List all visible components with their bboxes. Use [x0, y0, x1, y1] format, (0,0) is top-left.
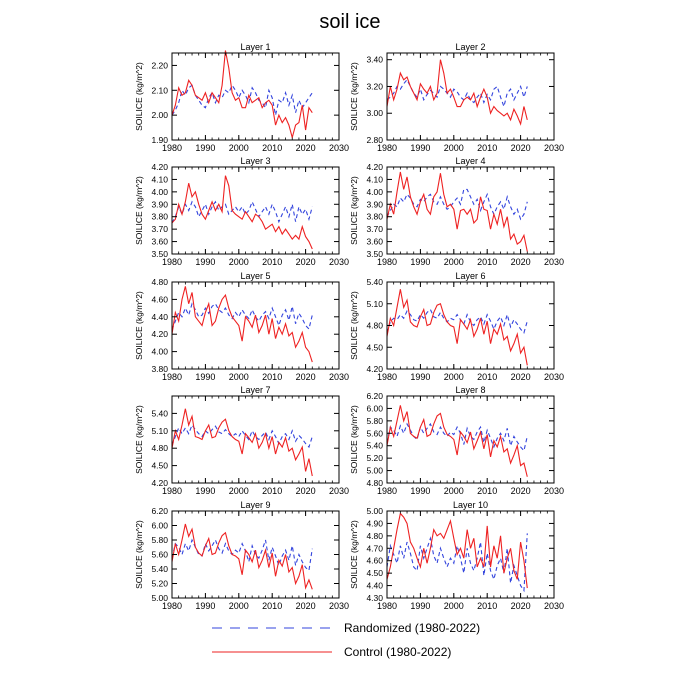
series-randomized-line — [387, 310, 527, 333]
y-axis-label: SOILICE (kg/m^2) — [349, 291, 359, 360]
y-tick-label: 5.40 — [366, 440, 383, 451]
y-tick-label: 1.90 — [151, 135, 168, 145]
panel-2 — [349, 42, 564, 153]
y-tick-label: 4.80 — [366, 478, 383, 488]
y-tick-label: 6.20 — [366, 391, 383, 401]
series-randomized-line — [387, 189, 527, 219]
y-tick-label: 4.40 — [366, 580, 383, 591]
x-tick-label: 2030 — [543, 143, 565, 153]
y-tick-label: 4.40 — [151, 311, 168, 322]
y-tick-label: 5.40 — [151, 408, 168, 419]
x-tick-label: 2010 — [262, 372, 283, 382]
y-axis-label: SOILICE (kg/m^2) — [349, 520, 359, 589]
x-tick-label: 1980 — [376, 486, 398, 496]
x-tick-label: 2010 — [477, 257, 498, 267]
y-tick-label: 5.60 — [151, 549, 168, 560]
series-control-line — [387, 405, 527, 476]
y-tick-label: 3.60 — [366, 236, 383, 247]
x-tick-label: 2030 — [543, 601, 565, 611]
y-tick-label: 4.00 — [151, 186, 168, 197]
x-tick-label: 1980 — [161, 486, 183, 496]
x-tick-label: 2030 — [543, 486, 565, 496]
x-tick-label: 2000 — [228, 372, 249, 382]
x-tick-label: 2020 — [295, 372, 316, 382]
x-tick-label: 2030 — [328, 257, 350, 267]
y-tick-label: 2.00 — [151, 110, 168, 121]
x-tick-label: 1990 — [195, 601, 216, 611]
y-tick-label: 4.20 — [366, 364, 383, 374]
series-control-line — [172, 176, 312, 249]
y-axis-label: SOILICE (kg/m^2) — [134, 62, 144, 131]
panel-title: Layer 8 — [455, 385, 486, 395]
y-tick-label: 4.20 — [151, 162, 168, 172]
x-tick-label: 2030 — [328, 372, 350, 382]
panel-9 — [134, 500, 349, 611]
y-axis-label: SOILICE (kg/m^2) — [134, 405, 144, 474]
y-tick-label: 3.50 — [151, 249, 168, 259]
panel-7 — [134, 385, 349, 496]
legend-label-control: Control (1980-2022) — [344, 645, 452, 659]
y-tick-label: 5.10 — [366, 298, 383, 309]
y-tick-label: 6.00 — [366, 403, 383, 414]
x-tick-label: 1990 — [410, 257, 431, 267]
panel-title: Layer 9 — [240, 500, 271, 510]
y-tick-label: 4.10 — [366, 174, 383, 185]
x-tick-label: 2000 — [443, 601, 464, 611]
series-control-line — [172, 51, 312, 138]
y-tick-label: 3.50 — [366, 249, 383, 259]
x-tick-label: 1980 — [161, 372, 183, 382]
y-tick-label: 4.30 — [366, 593, 383, 603]
y-tick-label: 5.20 — [366, 453, 383, 464]
x-tick-label: 2010 — [477, 601, 498, 611]
panel-title: Layer 1 — [240, 42, 271, 52]
x-tick-label: 2030 — [328, 601, 350, 611]
x-tick-label: 2020 — [295, 486, 316, 496]
panel-title: Layer 2 — [455, 42, 486, 52]
y-tick-label: 4.10 — [151, 174, 168, 185]
x-tick-label: 1980 — [376, 143, 398, 153]
x-tick-label: 2020 — [295, 143, 316, 153]
panel-5 — [134, 271, 349, 382]
x-tick-label: 2000 — [228, 257, 249, 267]
y-tick-label: 4.50 — [151, 460, 168, 471]
x-tick-label: 2010 — [477, 486, 498, 496]
x-tick-label: 2020 — [510, 257, 531, 267]
legend-label-randomized: Randomized (1980-2022) — [344, 621, 481, 635]
x-tick-label: 2000 — [228, 486, 249, 496]
x-tick-label: 2010 — [262, 486, 283, 496]
x-tick-label: 2020 — [510, 601, 531, 611]
x-tick-label: 1990 — [410, 372, 431, 382]
y-tick-label: 4.50 — [366, 568, 383, 579]
panel-6 — [349, 271, 564, 382]
y-tick-label: 4.20 — [366, 162, 383, 172]
y-tick-label: 3.60 — [151, 236, 168, 247]
x-tick-label: 2030 — [328, 486, 350, 496]
y-tick-label: 5.60 — [366, 428, 383, 439]
y-tick-label: 4.60 — [151, 294, 168, 305]
x-tick-label: 2000 — [443, 486, 464, 496]
series-control-line — [387, 60, 527, 124]
series-control-line — [172, 286, 312, 362]
x-tick-label: 1980 — [376, 372, 398, 382]
y-axis-label: SOILICE (kg/m^2) — [349, 62, 359, 131]
plot-frame — [172, 511, 339, 598]
x-tick-label: 2010 — [262, 257, 283, 267]
y-tick-label: 2.20 — [151, 60, 168, 71]
y-axis-label: SOILICE (kg/m^2) — [349, 176, 359, 245]
plot-frame — [387, 396, 554, 483]
y-tick-label: 6.00 — [151, 520, 168, 531]
y-tick-label: 3.80 — [366, 211, 383, 222]
x-tick-label: 1990 — [195, 372, 216, 382]
x-tick-label: 2000 — [228, 601, 249, 611]
x-tick-label: 1990 — [410, 486, 431, 496]
y-axis-label: SOILICE (kg/m^2) — [134, 176, 144, 245]
x-tick-label: 1990 — [195, 143, 216, 153]
y-tick-label: 4.70 — [366, 543, 383, 554]
x-tick-label: 2010 — [477, 372, 498, 382]
panel-10 — [349, 500, 564, 611]
y-axis-label: SOILICE (kg/m^2) — [134, 520, 144, 589]
series-control-line — [387, 172, 527, 252]
y-tick-label: 4.00 — [366, 186, 383, 197]
series-control-line — [172, 409, 312, 476]
plot-frame — [387, 511, 554, 598]
panel-1 — [134, 42, 349, 153]
x-tick-label: 2000 — [443, 143, 464, 153]
y-tick-label: 3.70 — [151, 224, 168, 235]
panel-title: Layer 5 — [240, 271, 271, 281]
y-tick-label: 3.80 — [151, 364, 168, 374]
x-tick-label: 2020 — [510, 372, 531, 382]
x-tick-label: 1990 — [410, 601, 431, 611]
legend — [212, 621, 480, 659]
series-randomized-line — [172, 540, 312, 570]
x-tick-label: 1990 — [195, 257, 216, 267]
panel-3 — [134, 156, 349, 267]
x-tick-label: 2010 — [262, 143, 283, 153]
x-tick-label: 2000 — [443, 372, 464, 382]
panel-4 — [349, 156, 564, 267]
x-tick-label: 2020 — [510, 143, 531, 153]
y-tick-label: 3.40 — [366, 54, 383, 65]
panel-8 — [349, 385, 564, 496]
series-control-line — [172, 524, 312, 589]
y-tick-label: 4.00 — [151, 346, 168, 357]
y-tick-label: 4.60 — [366, 555, 383, 566]
y-tick-label: 4.80 — [366, 530, 383, 541]
series-randomized-line — [387, 424, 527, 451]
figure-title: soil ice — [319, 11, 381, 33]
y-tick-label: 4.20 — [151, 329, 168, 340]
panel-title: Layer 3 — [240, 156, 271, 166]
y-tick-label: 2.10 — [151, 85, 168, 96]
x-tick-label: 1980 — [161, 143, 183, 153]
y-tick-label: 5.40 — [366, 277, 383, 287]
series-randomized-line — [387, 80, 527, 107]
x-tick-label: 2000 — [443, 257, 464, 267]
panel-title: Layer 7 — [240, 385, 271, 395]
y-tick-label: 5.80 — [151, 535, 168, 545]
panels — [134, 42, 564, 611]
series-randomized-line — [172, 425, 312, 447]
y-tick-label: 4.90 — [366, 518, 383, 529]
x-tick-label: 1990 — [195, 486, 216, 496]
x-tick-label: 2020 — [510, 486, 531, 496]
plot-frame — [387, 53, 554, 140]
plot-frame — [387, 282, 554, 369]
panel-title: Layer 10 — [452, 500, 489, 510]
y-tick-label: 3.90 — [151, 199, 168, 210]
y-tick-label: 4.50 — [366, 342, 383, 353]
y-tick-label: 2.80 — [366, 135, 383, 145]
x-tick-label: 1980 — [161, 257, 183, 267]
x-tick-label: 2030 — [543, 257, 565, 267]
x-tick-label: 2020 — [295, 257, 316, 267]
x-tick-label: 2010 — [477, 143, 498, 153]
y-tick-label: 5.00 — [151, 593, 168, 603]
y-tick-label: 3.00 — [366, 108, 383, 119]
x-tick-label: 2030 — [328, 143, 350, 153]
y-tick-label: 5.80 — [366, 415, 383, 426]
x-tick-label: 1990 — [410, 143, 431, 153]
x-tick-label: 1980 — [376, 257, 398, 267]
y-tick-label: 5.20 — [151, 578, 168, 589]
y-tick-label: 4.20 — [151, 478, 168, 488]
panel-title: Layer 6 — [455, 271, 486, 281]
x-tick-label: 2030 — [543, 372, 565, 382]
y-tick-label: 5.40 — [151, 564, 168, 574]
y-tick-label: 6.20 — [151, 506, 168, 516]
series-control-line — [387, 513, 527, 588]
x-tick-label: 2000 — [228, 143, 249, 153]
series-randomized-line — [172, 304, 312, 330]
x-tick-label: 2020 — [295, 601, 316, 611]
y-tick-label: 4.80 — [151, 277, 168, 287]
y-tick-label: 5.00 — [366, 465, 383, 476]
y-axis-label: SOILICE (kg/m^2) — [134, 291, 144, 360]
x-tick-label: 1980 — [161, 601, 183, 611]
panel-title: Layer 4 — [455, 156, 486, 166]
y-tick-label: 3.70 — [366, 224, 383, 235]
series-control-line — [387, 289, 527, 365]
y-tick-label: 4.80 — [151, 443, 168, 454]
y-tick-label: 3.90 — [366, 199, 383, 210]
y-tick-label: 3.80 — [151, 211, 168, 222]
y-tick-label: 5.10 — [151, 425, 168, 436]
x-tick-label: 1980 — [376, 601, 398, 611]
plot-frame — [172, 282, 339, 369]
x-tick-label: 2010 — [262, 601, 283, 611]
y-axis-label: SOILICE (kg/m^2) — [349, 405, 359, 474]
y-tick-label: 5.00 — [366, 506, 383, 516]
y-tick-label: 4.80 — [366, 320, 383, 331]
plot-frame — [172, 396, 339, 483]
y-tick-label: 3.20 — [366, 81, 383, 92]
